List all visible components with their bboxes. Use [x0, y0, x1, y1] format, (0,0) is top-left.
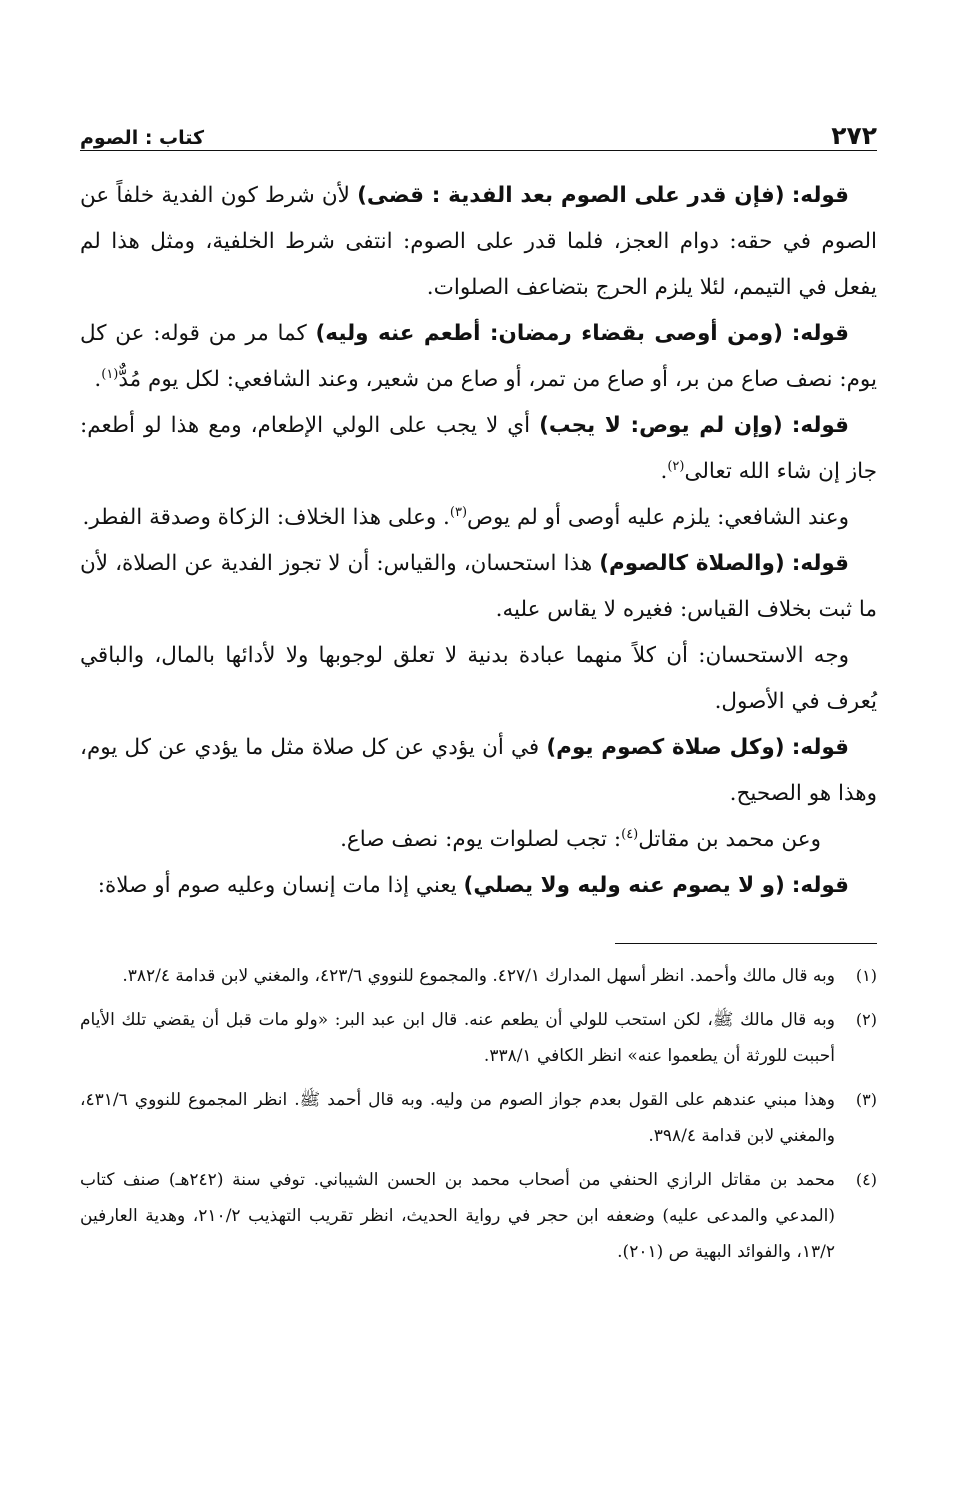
paragraph-text: يعني إذا مات إنسان وعليه صوم أو صلاة:: [97, 873, 464, 898]
qawl-marker: قوله:: [791, 873, 849, 898]
footnote-2: [80, 1002, 877, 1074]
footnote-ref-3[interactable]: (٣): [449, 504, 468, 520]
qawl-marker: قوله:: [791, 735, 849, 760]
footnote-separator: [615, 943, 877, 944]
qawl-marker: قوله:: [791, 321, 849, 346]
quoted-text: (فإن قدر على الصوم بعد الفدية : قضى): [357, 183, 785, 208]
footnote-number: (٤): [855, 1170, 877, 1189]
footnote-text: محمد بن مقاتل الرازي الحنفي من أصحاب محمد بن الحسن الشيباني. توفي سنة (٢٤٢هـ) صنف كتاب (المدعي والمدعى عليه) وضعفه ابن حجر في رواية الحديث، انظر تقريب التهذيب ٢١٠/٢، وهدية العارفين ١٣/٢، والفوائد البهية ص (٢٠١).: [80, 1170, 835, 1262]
paragraph-text: وعن محمد بن مقاتل: [638, 827, 821, 852]
quoted-text: (و لا يصوم عنه وليه ولا يصلي): [463, 873, 785, 898]
paragraph-text: وجه الاستحسان: أن كلاً منهما عبادة بدنية لا تعلق لوجوبها ولا لأدائها بالمال، والباقي يُعرف في الأصول.: [80, 643, 877, 714]
paragraph-6: [80, 633, 877, 725]
running-header: [80, 110, 877, 151]
paragraph-text: هذا استحسان، والقياس: أن لا تجوز الفدية عن الصلاة، لأن ما ثبت بخلاف القياس: فغيره لا يقاس عليه.: [80, 551, 877, 622]
paragraph-8: [80, 817, 877, 863]
paragraph-text: أي لا يجب على الولي الإطعام، ومع هذا لو أطعم: جاز إن شاء الله تعالى: [80, 413, 877, 484]
paragraph-1: [80, 173, 877, 311]
footnote-ref-2[interactable]: (٢): [667, 458, 685, 474]
paragraph-text: في أن يؤدي عن كل صلاة مثل ما يؤدي عن كل يوم، وهذا هو الصحيح.: [80, 735, 877, 806]
paragraph-text: وعند الشافعي: يلزم عليه أوصى أو لم يوص: [467, 505, 849, 530]
paragraph-5: [80, 541, 877, 633]
footnote-ref-1[interactable]: (١): [101, 366, 119, 382]
qawl-marker: قوله:: [791, 551, 849, 576]
footnote-text: وبه قال مالك ﷺ، لكن استحب للولي أن يطعم عنه. قال ابن عبد البر: «ولو مات قبل أن يقضي تلك الأيام أحببت للورثة أن يطعموا عنه» انظر الكافي ٣٣٨/١.: [80, 1010, 835, 1066]
qawl-marker: قوله:: [791, 183, 849, 208]
quoted-text: (وإن لم يوص: لا يجب): [539, 413, 783, 438]
footnote-1: [80, 958, 877, 994]
footnote-3: [80, 1082, 877, 1154]
footnote-number: (١): [855, 966, 877, 985]
quoted-text: (والصلاة كالصوم): [599, 551, 785, 576]
footnote-4: [80, 1162, 877, 1270]
paragraph-4: [80, 495, 877, 541]
footnote-text: وهذا مبني عندهم على القول بعدم جواز الصوم من وليه. وبه قال أحمد ﷺ. انظر المجموع للنووي ٤٣١/٦، والمغني لابن قدامة ٣٩٨/٤.: [80, 1090, 835, 1146]
main-text: [80, 173, 877, 909]
paragraph-7: [80, 725, 877, 817]
footnote-number: (٢): [855, 1010, 877, 1029]
page-number: ٢٧٢: [831, 121, 877, 150]
paragraph-text: لأن شرط كون الفدية خلفاً عن الصوم في حقه: دوام العجز، فلما قدر على الصوم: انتفى شرط الخلفية، ومثل هذا لم يفعل في التيمم، لئلا يلزم الحرج بتضاعف الصلوات.: [80, 183, 877, 300]
paragraph-text: كما مر من قوله: عن كل يوم: نصف صاع من بر، أو صاع من تمر، أو صاع من شعير، وعند الشافعي: لكل يوم مُدٌّ: [80, 321, 877, 392]
footnotes-section: [80, 943, 877, 1270]
paragraph-end: . وعلى هذا الخلاف: الزكاة وصدقة الفطر.: [82, 505, 450, 530]
footnote-list: [80, 958, 877, 1270]
footnote-ref-4[interactable]: (٤): [621, 826, 639, 842]
paragraph-end: : تجب لصلوات يوم: نصف صاع.: [340, 827, 622, 852]
footnote-number: (٣): [855, 1090, 877, 1109]
qawl-marker: قوله:: [791, 413, 849, 438]
paragraph-2: [80, 311, 877, 403]
quoted-text: (ومن أوصى بقضاء رمضان: أطعم عنه وليه): [315, 321, 783, 346]
paragraph-9: [80, 863, 877, 909]
quoted-text: (وكل صلاة كصوم يوم): [546, 735, 785, 760]
chapter-title: كتاب : الصوم: [80, 127, 205, 149]
footnote-text: وبه قال مالك وأحمد. انظر أسهل المدارك ٤٢٧/١. والمجموع للنووي ٤٢٣/٦، والمغني لابن قدامة ٣٨٢/٤.: [122, 966, 835, 986]
paragraph-3: [80, 403, 877, 495]
paragraph-end: .: [94, 367, 102, 392]
paragraph-end: .: [660, 459, 668, 484]
